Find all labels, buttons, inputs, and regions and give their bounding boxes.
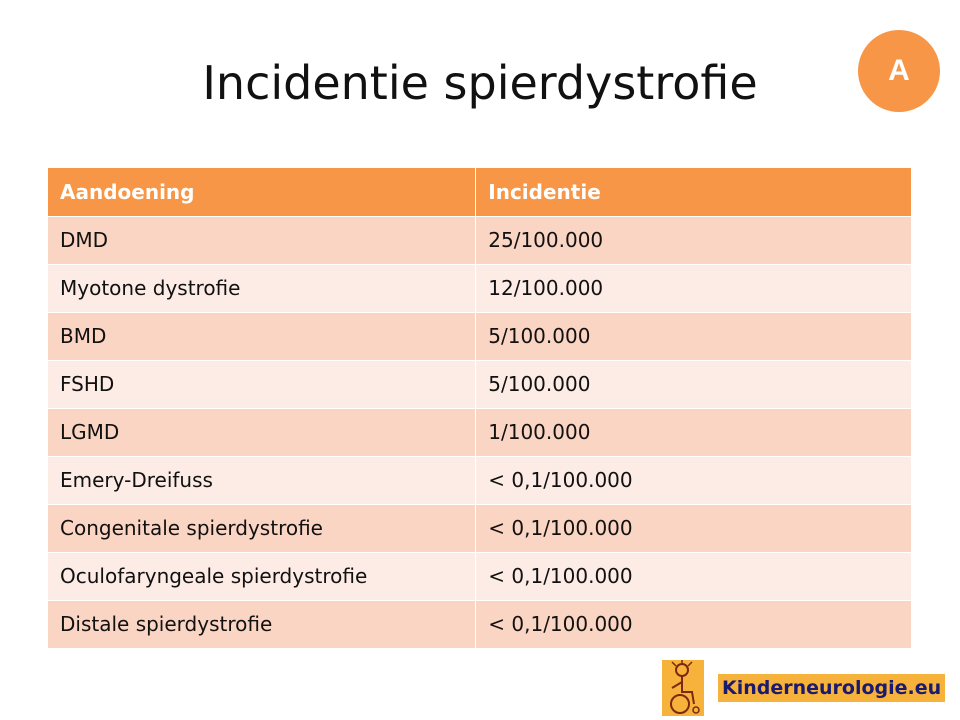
cell-condition: DMD [48,216,476,264]
table-row [48,456,912,504]
cell-incidence: < 0,1/100.000 [476,552,912,600]
kinderneurologie-logo [662,660,945,716]
cell-condition: LGMD [48,408,476,456]
incidence-table [48,168,912,649]
slide-badge: A [858,30,940,112]
wheelchair-figure-svg [662,660,704,716]
cell-condition: Oculofaryngeale spierdystrofie [48,552,476,600]
table-row [48,408,912,456]
logo-text: Kinderneurologie.eu [718,674,945,702]
cell-incidence: < 0,1/100.000 [476,504,912,552]
slide-title: Incidentie spierdystrofie [202,56,758,110]
table-row [48,312,912,360]
cell-incidence: 25/100.000 [476,216,912,264]
cell-incidence: 1/100.000 [476,408,912,456]
wheelchair-figure-icon [662,660,704,716]
table-row [48,504,912,552]
table-row [48,552,912,600]
header-incidence: Incidentie [476,168,912,216]
cell-condition: Distale spierdystrofie [48,600,476,648]
table-row [48,216,912,264]
cell-incidence: < 0,1/100.000 [476,600,912,648]
cell-condition: FSHD [48,360,476,408]
cell-incidence: 12/100.000 [476,264,912,312]
table-header-row [48,168,912,216]
table-row [48,360,912,408]
cell-incidence: < 0,1/100.000 [476,456,912,504]
table-row [48,600,912,648]
table-row [48,264,912,312]
cell-condition: Emery-Dreifuss [48,456,476,504]
cell-condition: Myotone dystrofie [48,264,476,312]
cell-condition: BMD [48,312,476,360]
cell-incidence: 5/100.000 [476,360,912,408]
cell-condition: Congenitale spierdystrofie [48,504,476,552]
cell-incidence: 5/100.000 [476,312,912,360]
header-condition: Aandoening [48,168,476,216]
